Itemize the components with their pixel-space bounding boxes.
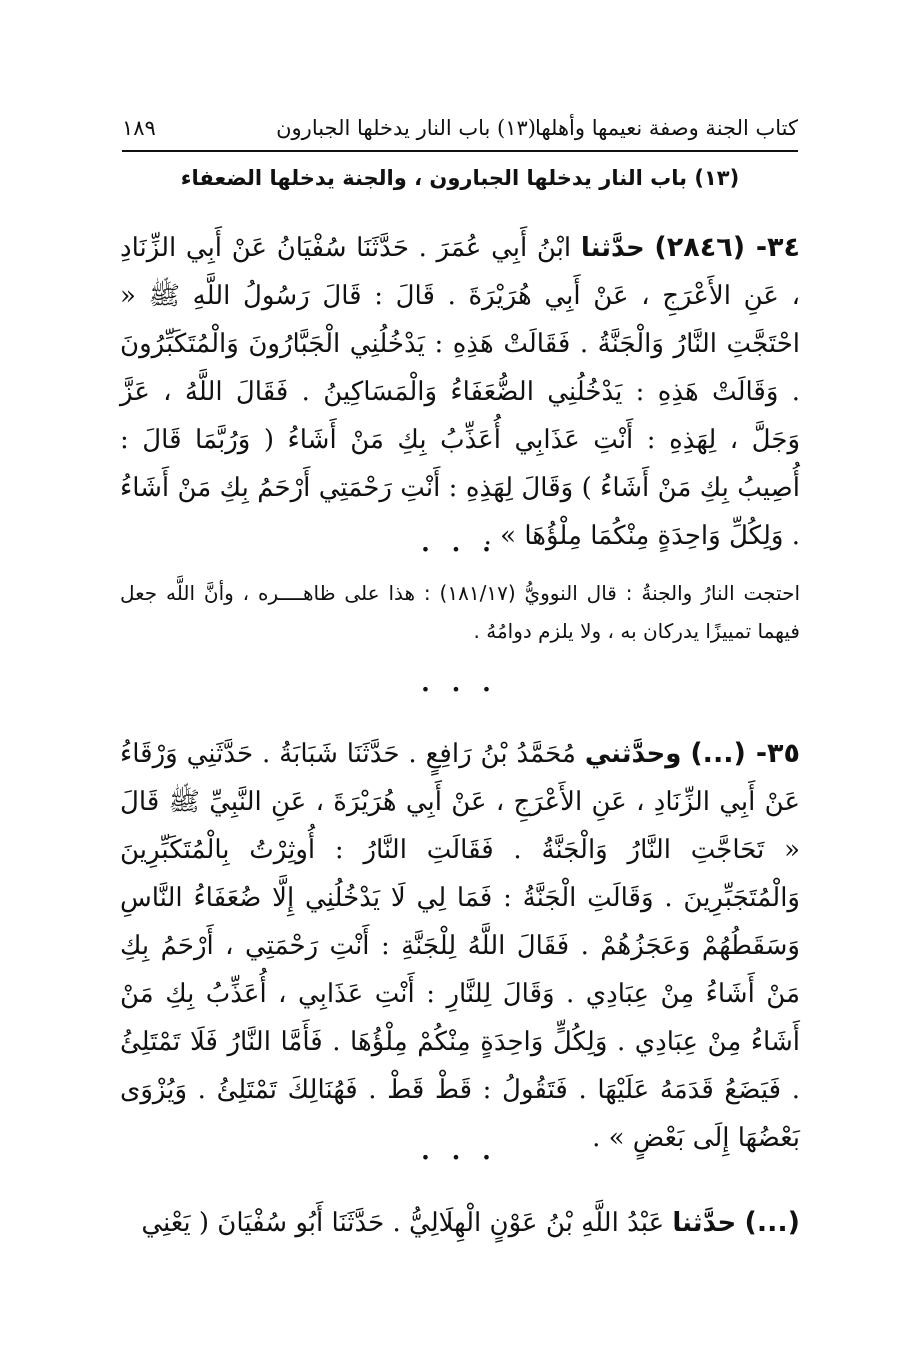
- hadith-34: [120, 224, 800, 560]
- hadith-lead: حدَّثنا: [580, 233, 645, 263]
- running-chapter-title: (١٣) باب النار يدخلها الجبارون: [276, 116, 536, 140]
- hadith-text: عَبْدُ اللَّهِ بْنُ عَوْنٍ الْهِلَالِيُّ . حَدَّثَنَا أَبُو سُفْيَانَ ( يَعْنِي: [141, 1208, 665, 1238]
- hadith-text: مُحَمَّدُ بْنُ رَافِعٍ . حَدَّثَنَا شَبَابَةُ . حَدَّثَنِي وَرْقَاءُ عَنْ أَبِي الزِّنَادِ ، عَنِ الأَعْرَجِ ، عَنْ أَبِي هُرَيْرَةَ ، عَنِ النَّبِيِّ ﷺ قَالَ « تَحَاجَّتِ النَّارُ وَالْجَنَّةُ . فَقَالَتِ النَّارُ : أُوثِرْتُ بِالْمُتَكَبِّرِينَ وَالْمُتَجَبِّرِينَ . وَقَالَتِ الْجَنَّةُ : فَمَا لِي لَا يَدْخُلُنِي إِلَّا ضُعَفَاءُ النَّاسِ وَسَقَطُهُمْ وَعَجَزُهُمْ . فَقَالَ اللَّهُ لِلْجَنَّةِ : أَنْتِ رَحْمَتِي ، أَرْحَمُ بِكِ مَنْ أَشَاءُ مِنْ عِبَادِي . وَقَالَ لِلنَّارِ : أَنْتِ عَذَابِي ، أُعَذِّبُ بِكِ مَنْ أَشَاءُ مِنْ عِبَادِي . وَلِكُلٍّ وَاحِدَةٍ مِنْكُمْ مِلْؤُهَا . فَأَمَّا النَّارُ فَلَا تَمْتَلِئُ . فَيَضَعُ قَدَمَهُ عَلَيْهَا . فَتَقُولُ : قَطْ قَطْ . فَهُنَالِكَ تَمْتَلِئُ . وَيُزْوَى بَعْضُهَا إِلَى بَعْضٍ » .: [120, 739, 800, 1153]
- running-book-title: كتاب الجنة وصفة نعيمها وأهلها: [534, 116, 798, 140]
- hadith-35-second-chain: [120, 1198, 800, 1248]
- section-separator: • • •: [420, 1148, 500, 1167]
- chapter-heading: (١٣) باب النار يدخلها الجبارون ، والجنة يدخلها الضعفاء: [180, 166, 740, 190]
- section-separator: • • •: [420, 680, 500, 699]
- hadith-number: ٣٥- (...): [690, 738, 801, 769]
- commentary-note: احتجت النارُ والجنةُ : قال النوويُّ (١٨١/١٧) : هذا على ظاهــــره ، وأنَّ اللَّه جعل فيهما تمييزًا يدركان به ، ولا يلزم دوامُهُ .: [120, 581, 801, 643]
- hadith-text: ابْنُ أَبِي عُمَرَ . حَدَّثَنَا سُفْيَانُ عَنْ أَبِي الزِّنَادِ ، عَنِ الأَعْرَجِ ، عَنْ أَبِي هُرَيْرَةَ . قَالَ : قَالَ رَسُولُ اللَّهِ ﷺ « احْتَجَّتِ النَّارُ وَالْجَنَّةُ . فَقَالَتْ هَذِهِ : يَدْخُلُنِي الْجَبَّارُونَ وَالْمُتَكَبِّرُونَ . وَقَالَتْ هَذِهِ : يَدْخُلُنِي الضُّعَفَاءُ وَالْمَسَاكِينُ . فَقَالَ اللَّهُ ، عَزَّ وَجَلَّ ، لِهَذِهِ : أَنْتِ عَذَابِي أُعَذِّبُ بِكِ مَنْ أَشَاءُ ( وَرُبَّمَا قَالَ : أُصِيبُ بِكِ مَنْ أَشَاءُ ) وَقَالَ لِهَذِهِ : أَنْتِ رَحْمَتِي أَرْحَمُ بِكِ مَنْ أَشَاءُ . وَلِكُلِّ وَاحِدَةٍ مِنْكُمَا مِلْؤُهَا » .: [120, 233, 800, 551]
- hadith-35: [120, 730, 800, 1162]
- page-header: [122, 112, 798, 148]
- hadith-number: ٣٤- (٢٨٤٦): [654, 232, 801, 263]
- header-rule: [122, 150, 798, 152]
- hadith-lead: وحدَّثني: [584, 739, 682, 769]
- hadith-number: (...): [744, 1207, 800, 1238]
- page-number: ١٨٩: [122, 116, 156, 140]
- hadith-lead: حدَّثنا: [672, 1208, 737, 1238]
- section-separator: • • •: [420, 540, 500, 559]
